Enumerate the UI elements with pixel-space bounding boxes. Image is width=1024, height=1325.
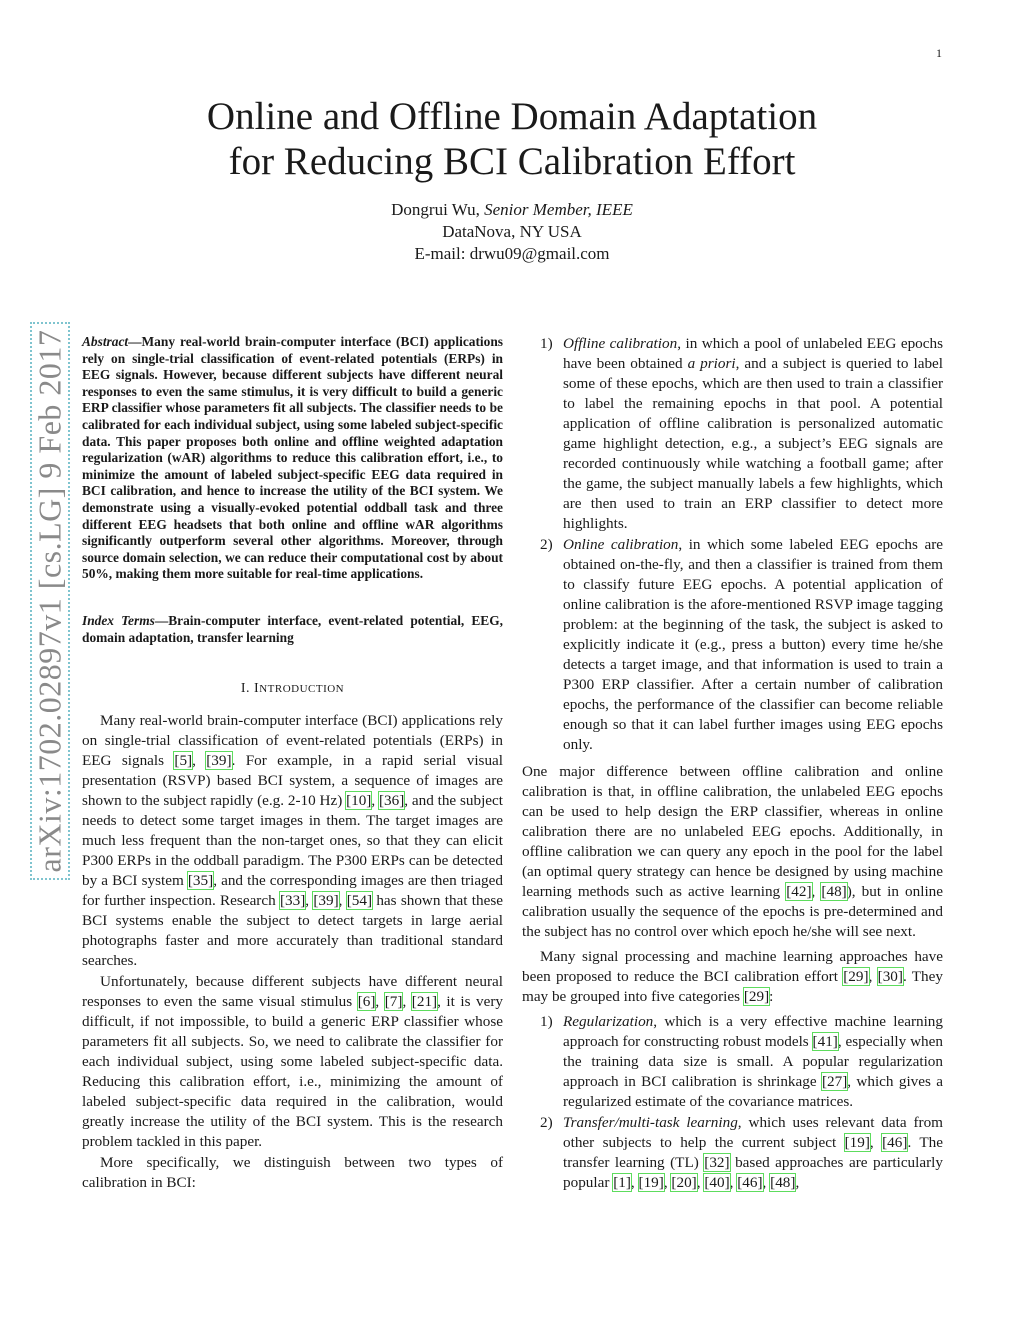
list-term: Transfer/multi-task learning [563, 1114, 738, 1131]
citation-link[interactable]: [7] [384, 993, 403, 1011]
author-email: E-mail: drwu09@gmail.com [414, 244, 610, 263]
citation-link[interactable]: [39] [313, 892, 339, 910]
citation-link[interactable]: [20] [671, 1174, 697, 1191]
citation-link[interactable]: [41] [812, 1033, 838, 1050]
list-item: 1) Offline calibration, in which a pool of unlabeled EEG epochs have been obtained a priori, and a subject is queried to label some of these epochs, which are then used to train a classifier to label the remaining epochs in that pool. A potential application of offline calibration is personalized automatic game highlight detection, e.g., a subject’s EEG signals are recorded continuously while watching a football game; after the game, the subject manually labels a few highlights, which are then used to train an ERP classifier to detect more highlights. [540, 335, 943, 532]
citation-link[interactable]: [46] [882, 1134, 908, 1151]
index-terms [82, 613, 503, 646]
section-heading-rest: NTRODUCTION [259, 683, 345, 696]
list-number: 2) [540, 536, 553, 553]
list-item: 1) Regularization, which is a very effective machine learning approach for constructing robust models [41], especially when the training data size is small. A popular regularization approach in BCI calibration is shrinkage [27], which gives a regularized estimate of the covariance matrices. [540, 1013, 943, 1110]
index-terms-label: Index Terms [82, 612, 155, 628]
title-line-2: for Reducing BCI Calibration Effort [228, 140, 796, 183]
intro-paragraph-2: Unfortunately, because different subjects have different neural responses to even the same visual stimulus [6], [7], [21], it is very difficult, if not impossible, to build a generic ERP classifier whose parameters fit all subjects. So, we need to calibrate the classifier for each individual subject, using some labeled subject-specific data. Reducing this calibration effort, i.e., minimizing the amount of labeled subject-specific data required in the calibration, would greatly increase the utility of the BCI system. This is the research problem tackled in this paper. [82, 973, 504, 1151]
arxiv-stamp[interactable] [30, 322, 70, 880]
list-number: 1) [540, 335, 553, 352]
citation-link[interactable]: [48] [821, 883, 847, 900]
author-title: Senior Member, IEEE [484, 200, 633, 219]
citation-link[interactable]: [39] [206, 752, 232, 770]
list-number: 2) [540, 1114, 553, 1131]
citation-link[interactable]: [29] [843, 968, 869, 985]
citation-link[interactable]: [21] [411, 993, 438, 1011]
author-block [0, 199, 1024, 265]
calibration-list [522, 334, 943, 755]
citation-link[interactable]: [29] [743, 988, 770, 1005]
abstract-label: Abstract [82, 334, 129, 349]
citation-link[interactable]: [48] [770, 1174, 796, 1191]
abstract [82, 334, 503, 583]
approaches-paragraph: Many signal processing and machine learning approaches have been proposed to reduce the BCI calibration effort [29], [30]. They may be grouped into five categories [29]: [522, 948, 943, 1005]
citation-link[interactable]: [35] [187, 872, 214, 890]
citation-link[interactable]: [54] [346, 892, 373, 910]
section-numeral: I. I [240, 681, 260, 697]
citation-link[interactable]: [33] [279, 892, 306, 910]
right-column [522, 334, 943, 1194]
citation-link[interactable]: [19] [638, 1174, 664, 1191]
abstract-text: —Many real-world brain-computer interface (BCI) applications rely on single-trial classification of event-related potentials (ERPs) in EEG signals. However, because different subjects have different neural responses to even the same stimulus, it is very difficult to build a generic ERP classifier whose parameters fit all subjects. The classifier needs to be calibrated for each individual subject, using some labeled subject-specific data. This paper proposes both online and offline weighted adaptation regularization (wAR) algorithms to reduce this calibration effort, i.e., to minimize the amount of labeled subject-specific EEG data required in BCI calibration, and hence to increase the utility of the BCI system. We demonstrate using a visually-evoked potential oddball task and three different EEG headsets that both online and offline wAR algorithms significantly outperform several other algorithms. Moreover, through source domain selection, we can reduce their computational cost by about 50%, making them more suitable for real-time applications. [82, 334, 503, 582]
citation-link[interactable]: [19] [844, 1134, 870, 1151]
list-item: 2) Online calibration, in which some labeled EEG epochs are obtained on-the-fly, and then a classifier is trained from them to classify future EEG epochs. A potential application of online calibration is the afore-mentioned RSVP image tagging problem: at the beginning of the task, the subject is asked to explicitly indicate it (e.g., press a button) every time he/she detects a target image, and that information is used to train a P300 ERP classifier. After a certain number of calibration epochs, the performance of the classifier can become reliable enough so that it can label further images using EEG epochs only. [540, 536, 943, 753]
paper-title [0, 94, 1024, 184]
citation-link[interactable]: [5] [174, 752, 193, 770]
intro-paragraph-1: Many real-world brain-computer interface (BCI) applications rely on single-trial classification of event-related potentials (ERPs) in EEG signals [5], [39]. For example, in a rapid serial visual presentation (RSVP) based BCI system, a sequence of images are shown to the subject rapidly (e.g. 2-10 Hz) [10], [36], and the subject needs to detect some target images in them. The target images are much less frequent than the non-target ones, so that they can elicit P300 ERPs in the oddball paradigm. The P300 ERPs can be detected by a BCI system [35], and the corresponding images are then triaged for further inspection. Research [33], [39], [54] has shown that these BCI systems enable the subject to detect targets in large aerial photographs faster and more accurately than traditional standard searches. [82, 712, 503, 970]
author-line [0, 199, 1024, 221]
citation-link[interactable]: [30] [877, 968, 903, 985]
index-terms-text: —Brain-computer interface, event-related potential, EEG, domain adaptation, transfer learning [82, 612, 503, 645]
citation-link[interactable]: [46] [737, 1174, 763, 1191]
list-term: Offline calibration [563, 335, 678, 352]
citation-link[interactable]: [40] [704, 1174, 730, 1191]
citation-link[interactable]: [42] [786, 883, 812, 900]
title-line-1: Online and Offline Domain Adaptation [206, 95, 818, 138]
citation-link[interactable]: [32] [704, 1154, 730, 1171]
page-number: 1 [936, 46, 942, 60]
author-name: Dongrui Wu, [391, 200, 480, 219]
arxiv-stamp-text[interactable]: arXiv:1702.02897v1 [cs.LG] 9 Feb 2017 [31, 329, 68, 873]
intro-paragraph-3: More specifically, we distinguish between two types of calibration in BCI: [82, 1154, 503, 1192]
category-list [522, 1012, 943, 1193]
list-item: 2) Transfer/multi-task learning, which uses relevant data from other subjects to help the current subject [19], [46]. The transfer learning (TL) [32] based approaches are particularly popular [1], [19], [20], [40], [46], [48], [540, 1114, 943, 1191]
citation-link[interactable]: [6] [357, 993, 376, 1011]
citation-link[interactable]: [1] [613, 1174, 631, 1191]
list-term: Online calibration [563, 536, 679, 553]
author-affiliation: DataNova, NY USA [442, 222, 582, 241]
left-column [82, 334, 503, 1194]
difference-paragraph: One major difference between offline calibration and online calibration is that, in offline calibration, the unlabeled EEG epochs can be used to help design the ERP classifier, whereas in online calibration there are no unlabeled EEG epochs. Additionally, in offline calibration we can query any epoch in the pool for the label (an optimal query strategy can hence be designed by using machine learning methods such as active learning [42], [48]), but in online calibration usually the sequence of the epochs is pre-determined and the subject has no control over which epoch he/she will see next. [522, 763, 944, 940]
list-number: 1) [540, 1013, 553, 1030]
list-term: Regularization [563, 1013, 654, 1030]
citation-link[interactable]: [36] [378, 792, 405, 810]
citation-link[interactable]: [10] [346, 792, 372, 810]
section-heading-introduction [82, 679, 503, 699]
citation-link[interactable]: [27] [821, 1073, 848, 1090]
